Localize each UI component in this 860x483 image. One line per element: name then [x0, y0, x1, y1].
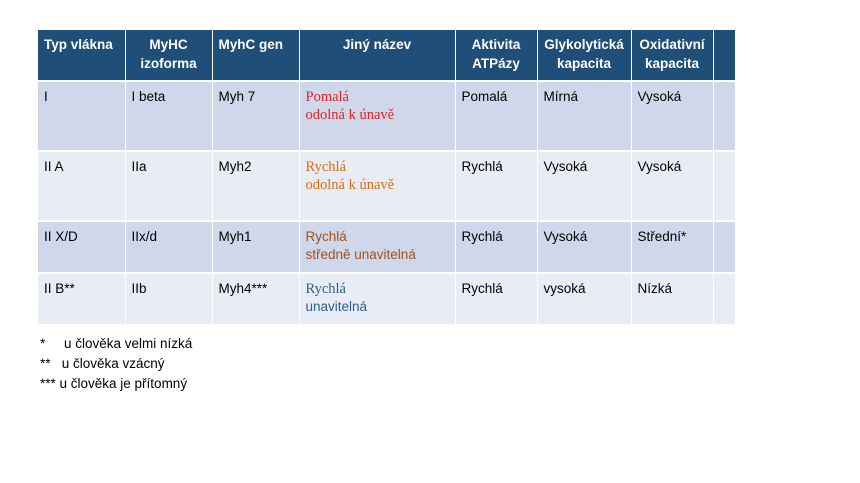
table-header-row	[38, 30, 735, 81]
other-name-line1: Rychlá	[305, 159, 346, 175]
fiber-types-table	[38, 30, 736, 324]
cell-gene: Myh4***	[212, 273, 299, 324]
cell-gene: Myh1	[212, 221, 299, 273]
cell-oxidative: Nízká	[631, 273, 713, 324]
other-name-line2: středně unavitelná	[305, 247, 416, 262]
cell-other-name	[299, 81, 455, 151]
cell-isoform: I beta	[125, 81, 212, 151]
cell-empty	[713, 81, 735, 151]
table-row	[38, 273, 735, 324]
other-name-line2: unavitelná	[305, 299, 368, 314]
table-row	[38, 151, 735, 221]
cell-isoform: IIx/d	[125, 221, 212, 273]
cell-isoform: IIa	[125, 151, 212, 221]
cell-other-name	[299, 221, 455, 273]
table-row	[38, 81, 735, 151]
other-name-line1: Pomalá	[305, 89, 349, 105]
other-name-line1: Rychlá	[305, 229, 347, 244]
header-oxidative: Oxidativní kapacita	[631, 30, 713, 81]
cell-glycolytic: Vysoká	[537, 221, 631, 273]
cell-glycolytic: Mírná	[537, 81, 631, 151]
header-glycolytic: Glykolytická kapacita	[537, 30, 631, 81]
footnote-3: *** u člověka je přítomný	[40, 376, 188, 391]
cell-fiber-type: I	[38, 81, 125, 151]
cell-fiber-type: II B**	[38, 273, 125, 324]
footnote-2: ** u člověka vzácný	[40, 356, 165, 371]
cell-gene: Myh 7	[212, 81, 299, 151]
cell-atpase: Pomalá	[455, 81, 537, 151]
cell-atpase: Rychlá	[455, 273, 537, 324]
header-atpase: Aktivita ATPázy	[455, 30, 537, 81]
cell-gene: Myh2	[212, 151, 299, 221]
header-fiber-type: Typ vlákna	[38, 30, 125, 81]
cell-empty	[713, 221, 735, 273]
cell-other-name	[299, 151, 455, 221]
cell-atpase: Rychlá	[455, 151, 537, 221]
cell-oxidative: Vysoká	[631, 151, 713, 221]
other-name-line2: odolná k únavě	[305, 177, 395, 193]
cell-empty	[713, 273, 735, 324]
cell-isoform: IIb	[125, 273, 212, 324]
other-name-line1: Rychlá	[305, 281, 346, 297]
other-name-line2: odolná k únavě	[305, 107, 395, 123]
cell-other-name	[299, 273, 455, 324]
header-other-name: Jiný název	[299, 30, 455, 81]
cell-oxidative: Střední*	[631, 221, 713, 273]
cell-glycolytic: Vysoká	[537, 151, 631, 221]
cell-glycolytic: vysoká	[537, 273, 631, 324]
cell-fiber-type: II A	[38, 151, 125, 221]
header-gene: MyhC gen	[212, 30, 299, 81]
footnotes	[40, 334, 192, 394]
footnote-1: * u člověka velmi nízká	[40, 336, 193, 351]
cell-fiber-type: II X/D	[38, 221, 125, 273]
cell-empty	[713, 151, 735, 221]
table-row	[38, 221, 735, 273]
header-isoform: MyHC izoforma	[125, 30, 212, 81]
header-empty	[713, 30, 735, 81]
cell-atpase: Rychlá	[455, 221, 537, 273]
cell-oxidative: Vysoká	[631, 81, 713, 151]
